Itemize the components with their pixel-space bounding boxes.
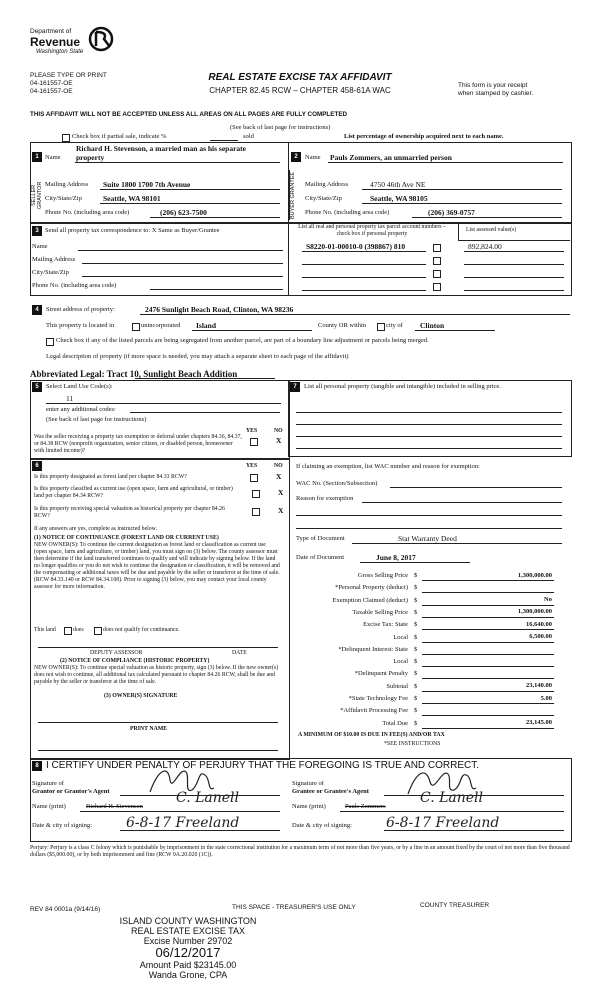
grantor-sig-label-2: Grantor or Grantor's Agent bbox=[32, 788, 110, 795]
historic-question: Is this property receiving special valuation as historical property per chapter 84.26 RCW? bbox=[34, 506, 225, 519]
exemption-claim-label: If claiming an exemption, list WAC number and reason for exemption: bbox=[296, 463, 480, 470]
s5-no-header: NO bbox=[274, 428, 283, 434]
section-6-number: 6 bbox=[32, 461, 42, 471]
s6-no-header: NO bbox=[274, 463, 283, 469]
buyer-mailing-label: Mailing Address bbox=[305, 181, 349, 188]
stamp-line-4: 06/12/2017 bbox=[155, 945, 221, 960]
tax-row-value[interactable]: 23,140.00 bbox=[526, 682, 552, 690]
grantor-sig-label-1: Signature of bbox=[32, 780, 64, 787]
exemption-question: Was the seller receiving a property tax exemption or deferral under chapters 84.36, 84.37, or 84.38 RCW (nonprofit organization, senior citizen, or disabled person, homeowner with limited income)? bbox=[34, 434, 242, 454]
seller-name-line2: property bbox=[76, 153, 105, 162]
forest-question: Is this property designated as forest land per chapter 84.33 RCW? bbox=[34, 474, 187, 480]
q2-yes-checkbox[interactable] bbox=[252, 490, 260, 498]
street-label: Street address of property: bbox=[46, 306, 115, 313]
grantor-printed-name[interactable]: Richard H. Stevenson bbox=[86, 803, 143, 810]
does-not-checkbox[interactable] bbox=[94, 627, 102, 635]
assessed-header: List assessed value(s) bbox=[466, 227, 517, 233]
minimum-note: A MINIMUM OF $10.00 IS DUE IN FEE(S) AND/OR TAX bbox=[298, 732, 445, 738]
tax-row-label: Exemption Claimed (deduct) bbox=[332, 596, 408, 604]
tax-row-dollar: $ bbox=[414, 572, 418, 579]
abbreviated-legal: Abbreviated Legal: Tract 10, Sunlight Beach Addition bbox=[30, 369, 238, 379]
stamp-line-5: Amount Paid $23145.00 bbox=[139, 960, 237, 970]
stamp-line-1: ISLAND COUNTY WASHINGTON bbox=[119, 916, 257, 926]
tax-row-dollar: $ bbox=[414, 645, 418, 653]
tax-row-label: Taxable Selling Price bbox=[352, 608, 408, 616]
dept-line1: Department of bbox=[30, 28, 72, 35]
tax-row-value[interactable]: 1,300,000.00 bbox=[517, 608, 552, 616]
form-code-1: 04-161557-OE bbox=[30, 80, 73, 87]
county-treasurer-label: COUNTY TREASURER bbox=[420, 902, 490, 909]
unincorporated-checkbox[interactable] bbox=[132, 323, 140, 331]
doc-type-label: Type of Document bbox=[296, 535, 345, 542]
stamp-line-2: REAL ESTATE EXCISE TAX bbox=[130, 926, 246, 936]
buyer-name-label: Name bbox=[305, 154, 321, 161]
form-title: REAL ESTATE EXCISE TAX AFFIDAVIT bbox=[208, 72, 392, 83]
grantee-hand-date: 6-8-17 Freeland bbox=[386, 815, 500, 831]
deputy-assessor-label: DEPUTY ASSESSOR bbox=[90, 650, 143, 656]
buyer-name[interactable]: Pauls Zommers, an unmarried person bbox=[330, 153, 452, 162]
unincorporated-label: unincorporated bbox=[141, 322, 181, 329]
section-7-box bbox=[288, 380, 572, 457]
grantee-hand-name: C. Lanell bbox=[420, 790, 484, 806]
see-instructions: *SEE INSTRUCTIONS bbox=[384, 741, 441, 747]
seller-city[interactable]: Seattle, WA 98101 bbox=[103, 194, 161, 203]
tax-row-label: Excise Tax: State bbox=[363, 621, 408, 629]
tax-row-label: *Delinquent Penalty bbox=[354, 670, 408, 678]
grantor-date-city-label: Date & city of signing: bbox=[32, 822, 92, 829]
section-8-number: 8 bbox=[32, 761, 42, 771]
parcel-4-personal-checkbox[interactable] bbox=[433, 283, 441, 291]
assessed-value[interactable]: 892,824.00 bbox=[468, 242, 502, 251]
located-label: This property is located in bbox=[46, 322, 115, 329]
tax-row-dollar: $ bbox=[414, 608, 418, 616]
dept-line2: Revenue bbox=[30, 35, 81, 49]
tax-row-value[interactable]: 5.00 bbox=[540, 694, 552, 702]
corr-phone-label: Phone No. (including area code) bbox=[32, 282, 117, 289]
tax-row-label: Gross Selling Price bbox=[357, 572, 408, 579]
tax-row-value[interactable]: No bbox=[544, 596, 552, 604]
buyer-city[interactable]: Seattle, WA 98105 bbox=[370, 194, 428, 203]
parcel-2-personal-checkbox[interactable] bbox=[433, 257, 441, 265]
treasurer-stamp bbox=[108, 916, 268, 980]
additional-codes-label: enter any additional codes: bbox=[46, 406, 116, 413]
tax-row-label: *Delinquent Interest: State bbox=[338, 645, 408, 653]
q2-no-answer[interactable]: X bbox=[278, 488, 284, 497]
section-6-box bbox=[30, 458, 290, 760]
notice1-title: (1) NOTICE OF CONTINUANCE (FOREST LAND OR CURRENT USE) bbox=[34, 535, 219, 541]
seller-name-line1: Richard H. Stevenson, a married man as his separate bbox=[76, 144, 246, 153]
notice1-text: NEW OWNER(S): To continue the current designation as forest land or classification as current use (open space, farm and agriculture, or timber) land, you must sign on (3) below. The county assessor must then determine if the land transferred continues to qualify and will indicate by signing below. If the land no longer qualifies or you do not wish to continue the designation or classification, it will be removed and the compensating or additional taxes will be due and payable by the seller or transferor at the time of sale. (RCW 84.33.140 or RCW 84.34.108). Prior to signing (3) below, you may contact your local county assessor for more information. bbox=[34, 542, 280, 590]
print-name-label: PRINT NAME bbox=[130, 726, 168, 732]
grantee-name-print-label: Name (print) bbox=[292, 803, 326, 810]
owner-signature-label: (3) OWNER(S) SIGNATURE bbox=[104, 693, 178, 699]
county-label: County OR within bbox=[318, 322, 367, 329]
land-does-label: This land bbox=[34, 627, 56, 633]
deputy-date-label: DATE bbox=[232, 650, 247, 656]
does-label: does bbox=[73, 627, 84, 633]
s5-yes-checkbox[interactable] bbox=[250, 438, 258, 446]
tax-row-dollar: $ bbox=[414, 596, 418, 604]
tax-row-dollar: $ bbox=[414, 670, 418, 678]
buyer-phone[interactable]: (206) 369-0757 bbox=[428, 208, 475, 217]
seller-mailing[interactable]: Suite 1800 1700 7th Avenue bbox=[103, 180, 191, 189]
grantor-name-print-label: Name (print) bbox=[32, 803, 66, 810]
form-chapter: CHAPTER 82.45 RCW – CHAPTER 458-61A WAC bbox=[209, 86, 391, 95]
tax-row-dollar: $ bbox=[414, 584, 418, 592]
tax-row-dollar: $ bbox=[414, 682, 418, 690]
notice2-title: (2) NOTICE OF COMPLIANCE (HISTORIC PROPERTY) bbox=[60, 658, 210, 664]
stamp-line-6: Wanda Grone, CPA bbox=[148, 970, 228, 980]
tax-row-label: Local bbox=[393, 633, 408, 641]
form-code-2: 04-161557-OE bbox=[30, 88, 73, 95]
s6-yes-header: YES bbox=[246, 463, 258, 469]
certify-statement: I CERTIFY UNDER PENALTY OF PERJURY THAT THE FOREGOING IS TRUE AND CORRECT. bbox=[46, 760, 480, 771]
q3-no-answer[interactable]: X bbox=[278, 506, 284, 515]
buyer-side-label: BUYER GRANTEE bbox=[289, 170, 301, 220]
tax-row-value[interactable]: 1,300,000.00 bbox=[517, 571, 552, 579]
tax-row-dollar: $ bbox=[414, 707, 418, 715]
tax-row-value[interactable]: 23,145.00 bbox=[526, 719, 552, 727]
partial-sale-checkbox[interactable] bbox=[62, 134, 70, 142]
legal-desc-label: Legal description of property (if more space is needed, you may attach a separate sheet to each page of the affidavit) bbox=[46, 353, 349, 360]
section-7-number: 7 bbox=[290, 382, 300, 392]
see-back-note: (See back of last page for instructions) bbox=[230, 124, 331, 131]
parcel-number[interactable]: S8220-01-00010-0 (398867) 810 bbox=[306, 242, 406, 251]
receipt-note-2: when stamped by cashier. bbox=[458, 90, 534, 97]
tax-row-dollar: $ bbox=[414, 621, 418, 629]
parcel-3-personal-checkbox[interactable] bbox=[433, 270, 441, 278]
seller-phone-label: Phone No. (including area code) bbox=[45, 209, 130, 216]
buyer-phone-label: Phone No. (including area code) bbox=[305, 209, 390, 216]
tax-row-dollar: $ bbox=[414, 719, 418, 727]
tax-row-value[interactable]: 6,500.00 bbox=[529, 633, 552, 640]
grantee-date-city-label: Date & city of signing: bbox=[292, 822, 352, 829]
buyer-city-label: City/State/Zip bbox=[305, 195, 342, 202]
segregated-checkbox[interactable] bbox=[46, 338, 54, 346]
q1-yes-checkbox[interactable] bbox=[250, 474, 258, 482]
land-use-see-back: (See back of last page for instructions) bbox=[46, 416, 147, 423]
section-5-number: 5 bbox=[32, 382, 42, 392]
corr-city-label: City/State/Zip bbox=[32, 269, 69, 276]
parcel-1-personal-checkbox[interactable] bbox=[433, 244, 441, 252]
tax-row-label: *Affidavit Processing Fee bbox=[340, 707, 408, 715]
county-value[interactable]: Island bbox=[196, 321, 217, 330]
personal-property-label: List all personal property (tangible and intangible) included in selling price. bbox=[304, 383, 501, 390]
tax-row-label: *State Technology Fee bbox=[348, 695, 408, 702]
dor-logo bbox=[30, 26, 120, 62]
section-2-number: 2 bbox=[291, 152, 301, 162]
seller-name-label: Name bbox=[45, 154, 61, 161]
tax-row-label: Total Due bbox=[382, 719, 408, 727]
section-4-number: 4 bbox=[32, 305, 42, 315]
print-note: PLEASE TYPE OR PRINT bbox=[30, 72, 107, 79]
tax-row-label: Local bbox=[393, 658, 408, 666]
section-3-number: 3 bbox=[32, 226, 42, 236]
doc-date-value[interactable]: June 8, 2017 bbox=[376, 553, 416, 562]
q1-no-answer[interactable]: X bbox=[276, 472, 282, 481]
seller-side-label: SELLER GRANTOR bbox=[30, 170, 42, 220]
grantee-printed-name[interactable]: Pauls Zommers bbox=[345, 803, 386, 810]
tax-row-dollar: $ bbox=[414, 633, 418, 641]
tax-row-label: *Personal Property (deduct) bbox=[335, 584, 408, 592]
city-of-checkbox[interactable] bbox=[377, 323, 385, 331]
section-1-number: 1 bbox=[32, 152, 42, 162]
doc-type-value[interactable]: Stat Warranty Deed bbox=[398, 534, 457, 543]
correspondence-label: Send all property tax correspondence to: X Same as Buyer/Grantee bbox=[45, 227, 220, 234]
tax-row-label: Subtotal bbox=[386, 682, 408, 690]
tax-row-dollar: $ bbox=[414, 695, 418, 702]
reason-label: Reason for exemption bbox=[296, 495, 354, 502]
tax-row-value[interactable]: 16,640.00 bbox=[526, 620, 552, 628]
tax-row-dollar: $ bbox=[414, 658, 418, 666]
grantee-sig-label-1: Signature of bbox=[292, 780, 324, 787]
perjury-notice: Perjury: Perjury is a class C felony which is punishable by imprisonment in the state correctional institution for a maximum term of not more than five years, or by a fine in an amount fixed by the court of not more than five thousand dollars ($5,000.00), or by both imprisonment and fine (RCW 9A.20.020 (1C)). bbox=[30, 845, 570, 858]
city-of-label: city of bbox=[386, 322, 403, 329]
receipt-note-1: This form is your receipt bbox=[458, 82, 528, 89]
land-use-label: Select Land Use Code(s): bbox=[46, 383, 113, 390]
corr-mailing-label: Mailing Address bbox=[32, 256, 76, 263]
if-yes-note: If any answers are yes, complete as instructed below. bbox=[34, 526, 157, 532]
street-address[interactable]: 2476 Sunlight Beach Road, Clinton, WA 98236 bbox=[145, 305, 294, 314]
s5-no-answer[interactable]: X bbox=[276, 436, 282, 445]
grantee-sig-label-2: Grantee or Grantee's Agent bbox=[292, 788, 369, 795]
treasurer-space-label: THIS SPACE - TREASURER'S USE ONLY bbox=[232, 904, 356, 911]
stamp-line-3: Excise Number 29702 bbox=[143, 936, 233, 946]
does-not-label: does not qualify for continuance. bbox=[103, 627, 180, 633]
seller-phone[interactable]: (206) 623-7500 bbox=[160, 208, 207, 217]
does-checkbox[interactable] bbox=[64, 627, 72, 635]
current-use-question: Is this property classified as current use (open space, farm and agricultural, or timber) land per chapter 84.34 RCW? bbox=[34, 486, 233, 499]
notice2-text: NEW OWNER(S): To continue special valuation as historic property, sign (3) below. If the new owner(s) does not wish to continue, all additional tax calculated pursuant to chapter 84.26 RCW, shall be due and payable by the seller or transferor at the time of sale. bbox=[34, 665, 279, 685]
partial-sale-label: Check box if partial sale, indicate % bbox=[72, 133, 167, 140]
dept-line3: Washington State bbox=[36, 49, 84, 55]
wac-label: WAC No. (Section/Subsection) bbox=[296, 480, 378, 487]
sold-label: sold bbox=[243, 133, 254, 140]
segregated-label: Check box if any of the listed parcels are being segregated from another parcel, are part of a boundary line adjustment or parcels being merged. bbox=[56, 337, 429, 344]
dor-logo-icon bbox=[88, 26, 116, 52]
grantor-hand-name: C. Lanell bbox=[176, 790, 240, 806]
doc-date-label: Date of Document bbox=[296, 554, 345, 561]
ownership-pct-label: List percentage of ownership acquired next to each name. bbox=[344, 133, 504, 140]
buyer-mailing[interactable]: 4750 46th Ave NE bbox=[370, 180, 426, 189]
seller-mailing-label: Mailing Address bbox=[45, 181, 89, 188]
grantor-hand-date: 6-8-17 Freeland bbox=[126, 815, 240, 831]
s5-yes-header: YES bbox=[246, 428, 258, 434]
parcel-header: List all real and personal property tax parcel account numbers – check box if personal property bbox=[298, 224, 446, 237]
warning-text: THIS AFFIDAVIT WILL NOT BE ACCEPTED UNLESS ALL AREAS ON ALL PAGES ARE FULLY COMPLETED bbox=[30, 111, 348, 118]
q3-yes-checkbox[interactable] bbox=[252, 508, 260, 516]
revision-code: REV 84 0001a (9/14/16) bbox=[30, 906, 101, 913]
land-use-value[interactable]: 11 bbox=[66, 394, 74, 403]
seller-city-label: City/State/Zip bbox=[45, 195, 82, 202]
city-value[interactable]: Clinton bbox=[420, 321, 445, 330]
corr-name-label: Name bbox=[32, 243, 48, 250]
